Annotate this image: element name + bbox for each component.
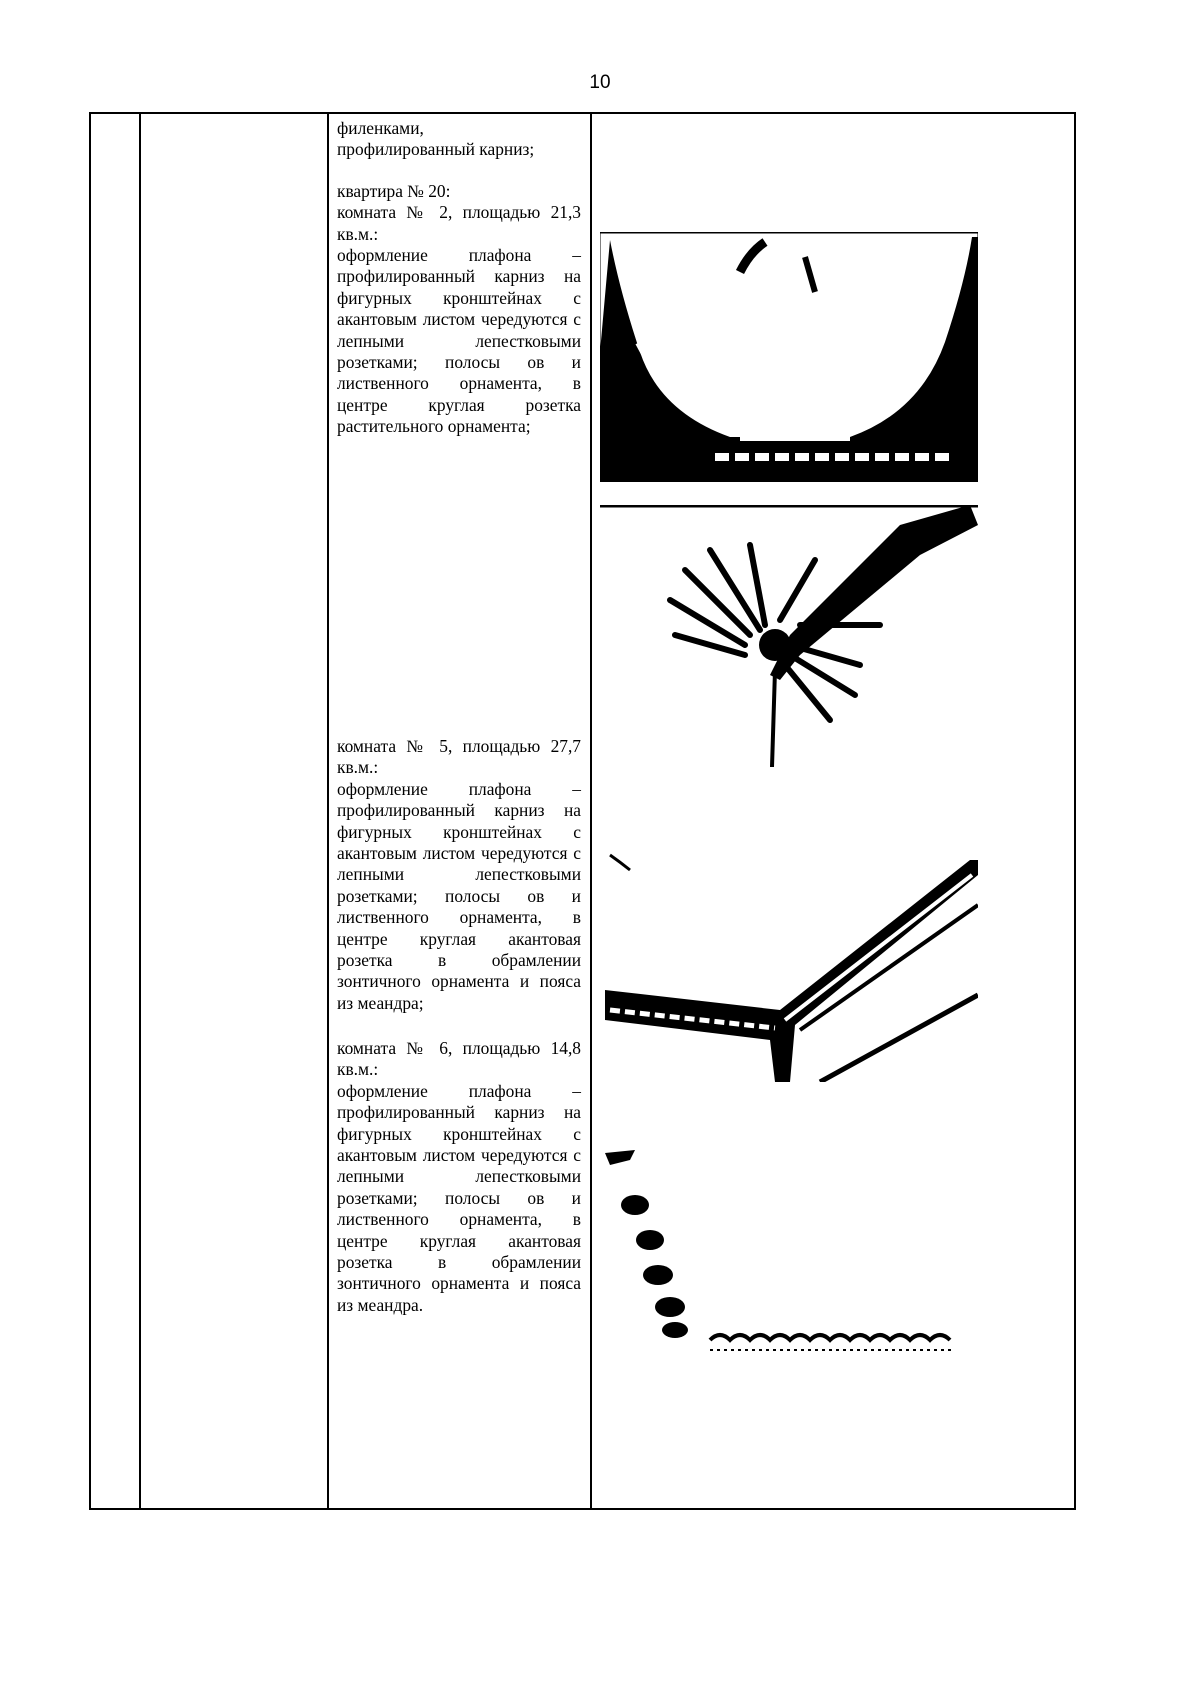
- photo-ceiling-rosette-room-2: [600, 505, 978, 770]
- text-block-room-2: [337, 118, 581, 438]
- photo-ceiling-cornice-room-2: [600, 232, 978, 482]
- room-2-description: оформление плафона – профилированный карниз на фигурных кронштейнах с акантовым листом чередуются с лепными лепестковыми розетками; полосы ов и лиственного орнамента, в центре круглая розетка растительного орнамента;: [337, 245, 581, 437]
- continued-line-1: филенками,: [337, 118, 424, 138]
- photo-ceiling-cornice-room-6: [600, 1145, 978, 1360]
- photo-ceiling-cornice-room-5: [600, 850, 978, 1082]
- room-5-heading: комната № 5, площадью 27,7 кв.м.:: [337, 736, 581, 778]
- column-divider-1: [139, 114, 141, 1508]
- text-block-room-5: [337, 736, 581, 1014]
- continued-line-2: профилированный карниз;: [337, 139, 535, 160]
- room-2-heading: комната № 2, площадью 21,3 кв.м.:: [337, 202, 581, 244]
- page-number: 10: [589, 72, 611, 93]
- room-6-heading: комната № 6, площадью 14,8 кв.м.:: [337, 1038, 581, 1080]
- text-block-room-6: [337, 1038, 581, 1316]
- apartment-heading: квартира № 20:: [337, 180, 451, 201]
- column-divider-3: [590, 114, 592, 1508]
- room-6-description: оформление плафона – профилированный карниз на фигурных кронштейнах с акантовым листом чередуются с лепными лепестковыми розетками; полосы ов и лиственного орнамента, в центре круглая акантовая розетка в обрамлении зонтичного орнамента и пояса из меандра.: [337, 1080, 581, 1315]
- column-divider-2: [327, 114, 329, 1508]
- room-5-description: оформление плафона – профилированный карниз на фигурных кронштейнах с акантовым листом чередуются с лепными лепестковыми розетками; полосы ов и лиственного орнамента, в центре круглая акантовая розетка в обрамлении зонтичного орнамента и пояса из меандра;: [337, 778, 581, 1013]
